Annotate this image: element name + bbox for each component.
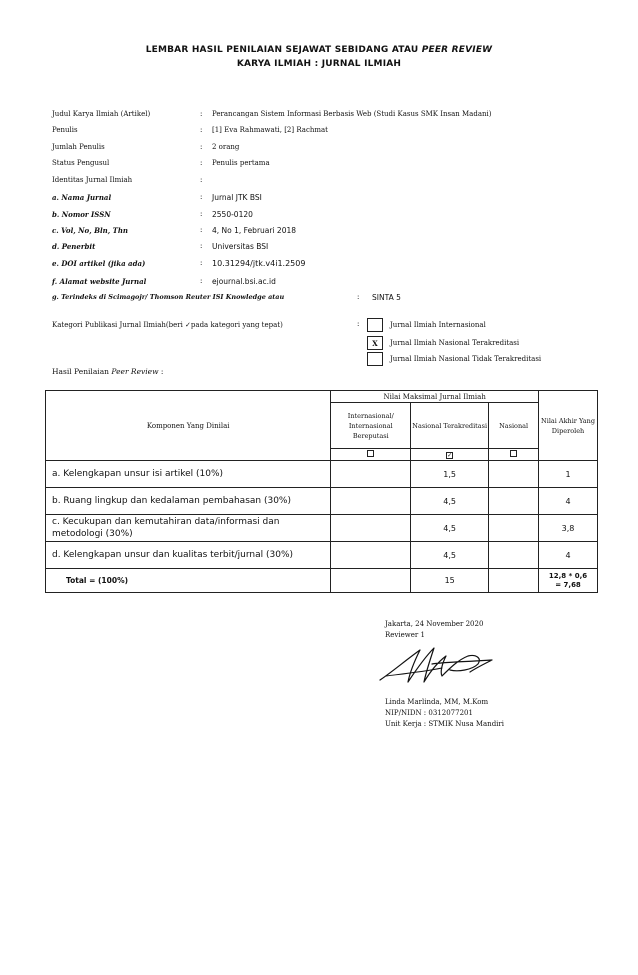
field-colon: : <box>200 126 203 134</box>
check-cell-national-accredited <box>411 449 489 461</box>
checkbox-national[interactable] <box>510 450 517 457</box>
signature-name: Linda Marlinda, MM, M.Kom <box>385 698 489 706</box>
empty-cell <box>489 569 539 593</box>
field-label: f. Alamat website Jurnal <box>52 277 147 286</box>
empty-cell <box>331 488 411 515</box>
heading-suffix: : <box>158 367 164 376</box>
field-label: d. Penerbit <box>52 242 96 251</box>
header-final-score: Nilai Akhir Yang Diperoleh <box>539 391 598 461</box>
check-cell-national <box>489 449 539 461</box>
empty-cell <box>489 461 539 488</box>
field-value: ejournal.bsi.ac.id <box>212 277 276 286</box>
signature-role: Reviewer 1 <box>385 631 425 639</box>
max-score-value: 1,5 <box>411 461 489 488</box>
final-score-value: 3,8 <box>539 515 598 542</box>
signature-place-date: Jakarta, 24 November 2020 <box>385 620 484 628</box>
total-max-value: 15 <box>411 569 489 593</box>
component-label: b. Ruang lingkup dan kedalaman pembahasan (30%) <box>46 488 331 515</box>
field-colon: : <box>200 277 203 285</box>
field-value: 4, No 1, Februari 2018 <box>212 226 297 235</box>
header-max-score: Nilai Maksimal Jurnal Ilmiah <box>331 391 539 403</box>
field-colon: : <box>200 143 203 151</box>
component-label: c. Kecukupan dan kemutahiran data/informasi dan metodologi (30%) <box>46 515 331 542</box>
component-label: d. Kelengkapan unsur dan kualitas terbit/jurnal (30%) <box>46 542 331 569</box>
component-label: a. Kelengkapan unsur isi artikel (10%) <box>46 461 331 488</box>
max-score-value: 4,5 <box>411 515 489 542</box>
field-label: a. Nama Jurnal <box>52 193 112 202</box>
category-checkbox-national-accredited[interactable]: X <box>367 336 383 350</box>
signature-unit: Unit Kerja : STMIK Nusa Mandiri <box>385 720 504 728</box>
field-colon: : <box>200 110 203 118</box>
category-label-national-accredited: Jurnal Ilmiah Nasional Terakreditasi <box>390 339 520 347</box>
checkbox-international[interactable] <box>367 450 374 457</box>
field-value: 10.31294/jtk.v4i1.2509 <box>212 259 306 268</box>
header-component: Komponen Yang Dinilai <box>46 391 331 461</box>
field-label: b. Nomor ISSN <box>52 210 111 219</box>
empty-cell <box>331 569 411 593</box>
category-label-national-unaccredited: Jurnal Ilmiah Nasional Tidak Terakreditasi <box>390 355 542 363</box>
field-label: Identitas Jurnal Ilmiah <box>52 176 133 184</box>
max-score-value: 4,5 <box>411 488 489 515</box>
field-colon: : <box>200 226 203 234</box>
table-total-row <box>46 569 598 593</box>
field-label: g. Terindeks di Scimagojr/ Thomson Reuter ISI Knowledge atau <box>52 293 285 301</box>
field-colon: : <box>200 159 203 167</box>
final-score-value: 4 <box>539 488 598 515</box>
checkbox-national-accredited[interactable]: ✓ <box>447 451 453 459</box>
signature-nip: NIP/NIDN : 0312077201 <box>385 709 473 717</box>
check-cell-international <box>331 449 411 461</box>
table-row <box>46 461 598 488</box>
empty-cell <box>489 542 539 569</box>
heading-text: Hasil Penilaian <box>52 367 112 376</box>
total-final-formula: 12,8 * 0,6 <box>548 571 588 580</box>
field-value: Penulis pertama <box>212 159 270 167</box>
header-national-accredited: Nasional Terakreditasi <box>411 403 489 449</box>
review-result-heading <box>52 367 163 376</box>
title-italic-text: PEER REVIEW <box>421 45 493 55</box>
category-label-international: Jurnal Ilmiah Internasional <box>390 321 486 329</box>
total-final-result: = 7,68 <box>555 580 581 589</box>
field-label: c. Vol, No, Bln, Thn <box>52 226 128 235</box>
header-national: Nasional <box>489 403 539 449</box>
category-colon: : <box>357 320 360 328</box>
empty-cell <box>489 515 539 542</box>
title-text: LEMBAR HASIL PENILAIAN SEJAWAT SEBIDANG ATAU <box>145 45 422 55</box>
total-label: Total = (100%) <box>46 569 331 593</box>
header-international: Internasional/ Internasional Bereputasi <box>331 403 411 449</box>
field-colon: : <box>357 293 360 301</box>
assessment-table <box>45 390 598 593</box>
field-value: Perancangan Sistem Informasi Berbasis Web (Studi Kasus SMK Insan Madani) <box>212 110 492 118</box>
table-row <box>46 515 598 542</box>
category-checkbox-national-unaccredited[interactable] <box>367 352 383 366</box>
field-value: Jurnal JTK BSI <box>212 193 262 202</box>
field-label: Status Pengusul <box>52 159 110 167</box>
empty-cell <box>331 542 411 569</box>
field-colon: : <box>200 259 203 267</box>
heading-italic: Peer Review <box>111 367 159 376</box>
field-colon: : <box>200 242 203 250</box>
field-label: e. DOI artikel (jika ada) <box>52 259 146 268</box>
final-score-value: 4 <box>539 542 598 569</box>
handwritten-signature <box>372 642 512 690</box>
final-score-value: 1 <box>539 461 598 488</box>
field-value: [1] Eva Rahmawati, [2] Rachmat <box>212 126 328 134</box>
document-title-line1 <box>0 45 638 55</box>
field-colon: : <box>200 210 203 218</box>
field-colon: : <box>200 193 203 201</box>
document-title-line2: KARYA ILMIAH : JURNAL ILMIAH <box>236 59 402 69</box>
category-instruction: Kategori Publikasi Jurnal Ilmiah(beri ✓pada kategori yang tepat) <box>52 321 283 329</box>
field-colon: : <box>200 176 203 184</box>
empty-cell <box>331 461 411 488</box>
table-row <box>46 488 598 515</box>
table-row <box>46 542 598 569</box>
field-value: 2 orang <box>212 143 240 151</box>
field-value: 2550-0120 <box>212 210 253 219</box>
field-label: Penulis <box>52 126 78 134</box>
field-value: SINTA 5 <box>372 293 401 302</box>
field-label: Judul Karya Ilmiah (Artikel) <box>52 110 151 118</box>
empty-cell <box>489 488 539 515</box>
empty-cell <box>331 515 411 542</box>
field-label: Jumlah Penulis <box>52 143 105 151</box>
category-checkbox-international[interactable] <box>367 318 383 332</box>
field-value: Universitas BSI <box>212 242 269 251</box>
total-final-value <box>539 569 598 593</box>
max-score-value: 4,5 <box>411 542 489 569</box>
